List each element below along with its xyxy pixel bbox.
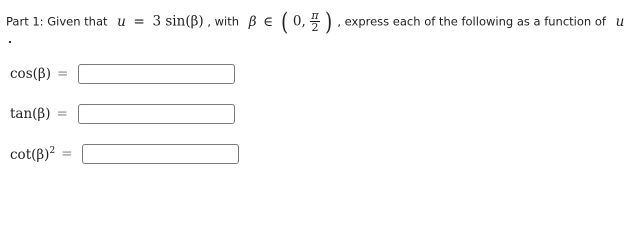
target-variable: u [615, 13, 624, 30]
with-text: , with [207, 14, 240, 29]
question-text [6, 7, 624, 36]
cot-squared-label [10, 146, 55, 163]
equals-sign: = [133, 13, 145, 30]
tan-row [10, 102, 68, 126]
interval-open-paren: ( [281, 7, 289, 36]
beta-variable: β [248, 13, 257, 30]
cos-answer-input[interactable] [78, 64, 235, 84]
fraction-numerator: π [311, 9, 319, 22]
tan-equals: = [56, 106, 68, 122]
cot-squared-equals: = [61, 146, 73, 162]
interval-start: 0, [292, 13, 306, 30]
interval-close-paren: ) [325, 7, 333, 36]
cot-squared-row [10, 142, 73, 166]
cos-equals: = [56, 66, 69, 82]
bullet-dot [9, 41, 11, 43]
element-of-symbol: ∈ [263, 13, 274, 30]
fraction-denominator: 2 [311, 21, 319, 34]
cot-label-exponent: 2 [49, 145, 56, 156]
cot-squared-answer-input[interactable] [82, 144, 239, 164]
given-expression: 3 sin(β) [152, 13, 204, 30]
tan-label: tan(β) [10, 106, 51, 122]
instruction-text: , express each of the following as a function of [337, 14, 606, 29]
cos-row [10, 62, 68, 86]
part-label: Part 1: [6, 14, 44, 29]
given-text: Given that [47, 14, 108, 29]
cot-label-base: cot(β) [10, 146, 50, 163]
tan-answer-input[interactable] [78, 104, 235, 124]
cos-label: cos(β) [10, 66, 51, 82]
u-variable: u [117, 13, 126, 30]
pi-over-two-fraction [310, 10, 319, 33]
